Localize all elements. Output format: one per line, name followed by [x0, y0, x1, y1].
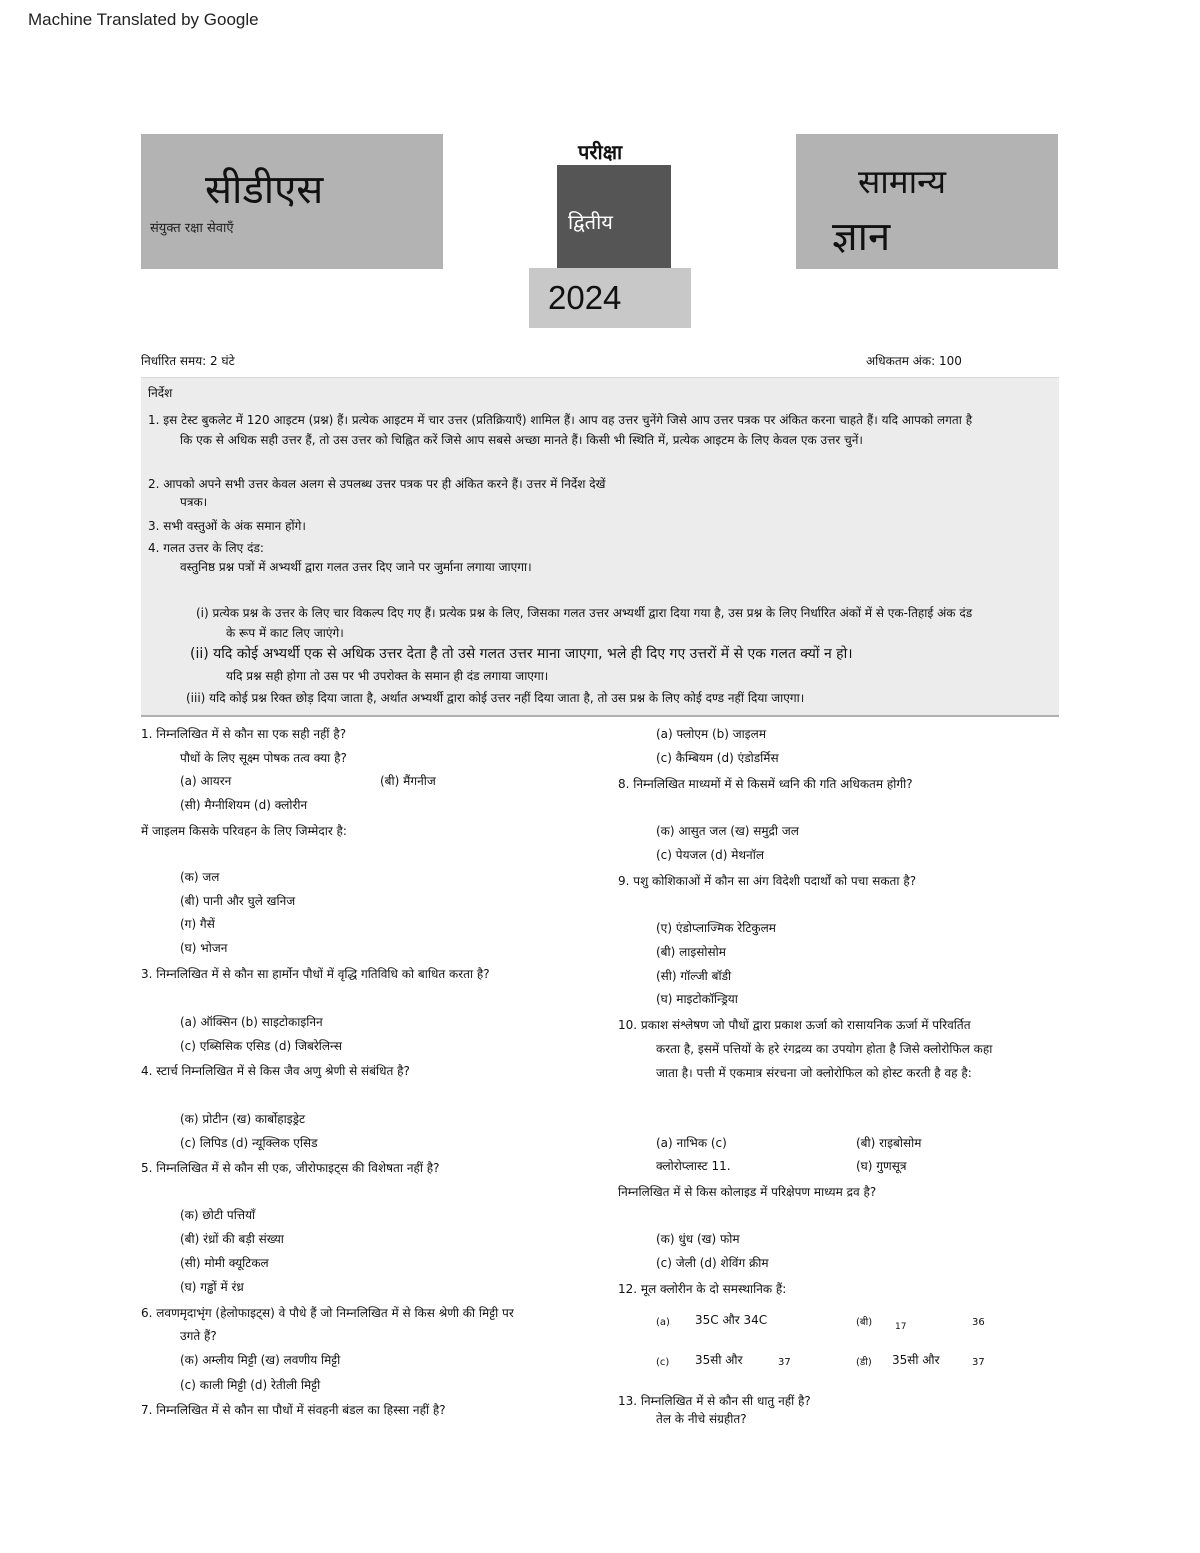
answer-option: (c) काली मिट्टी (d) रेतीली मिट्टी [180, 1378, 321, 1392]
answer-option: (बी) रंध्रों की बड़ी संख्या [180, 1232, 284, 1246]
answer-option: (बी) राइबोसोम [856, 1136, 922, 1150]
instruction-line: 3. सभी वस्तुओं के अंक समान होंगे। [148, 519, 306, 533]
answer-option: (a) आयरन [180, 774, 232, 788]
answer-option: (क) धुंध (ख) फोम [656, 1232, 740, 1246]
cds-title: सीडीएस [205, 167, 324, 213]
instruction-line: कि एक से अधिक सही उत्तर हैं, तो उस उत्तर को चिह्नित करें जिसे आप सबसे अच्छा मानते हैं। किसी भी स्थिति में, प्रत्येक आइटम के लिए केवल एक उत्तर चुनें। [180, 433, 863, 447]
question-text: 13. निम्नलिखित में से कौन सी धातु नहीं है? [618, 1394, 811, 1408]
question-text: 10. प्रकाश संश्लेषण जो पौधों द्वारा प्रकाश ऊर्जा को रासायनिक ऊर्जा में परिवर्तित [618, 1018, 971, 1032]
instruction-line: (ii) यदि कोई अभ्यर्थी एक से अधिक उत्तर देता है तो उसे गलत उत्तर माना जाएगा, भले ही दिए गए उत्तरों में से एक गलत क्यों न हो। [190, 646, 853, 662]
answer-option: (बी) मैंगनीज [380, 774, 436, 788]
answer-option: (c) जेली (d) शेविंग क्रीम [656, 1256, 769, 1270]
answer-option: (क) प्रोटीन (ख) कार्बोहाइड्रेट [180, 1112, 306, 1126]
question-text: 5. निम्नलिखित में से कौन सी एक, जीरोफाइट्स की विशेषता नहीं है? [141, 1161, 440, 1175]
exam-year: 2024 [548, 279, 622, 316]
answer-option: (सी) मोमी क्यूटिकल [180, 1256, 269, 1270]
answer-option: (क) जल [180, 870, 220, 884]
question-text: उगते हैं? [180, 1329, 217, 1343]
answer-option: (क) अम्लीय मिट्टी (ख) लवणीय मिट्टी [180, 1353, 341, 1367]
instruction-line: यदि प्रश्न सही होगा तो उस पर भी उपरोक्त के समान ही दंड लगाया जाएगा। [226, 669, 549, 683]
answer-option: 37 [972, 1357, 985, 1368]
instruction-line: वस्तुनिष्ठ प्रश्न पत्रों में अभ्यर्थी द्वारा गलत उत्तर दिए जाने पर जुर्माना लगाया जाएगा। [180, 560, 532, 574]
question-text: 7. निम्नलिखित में से कौन सा पौधों में संवहनी बंडल का हिस्सा नहीं है? [141, 1403, 446, 1417]
instruction-line: (i) प्रत्येक प्रश्न के उत्तर के लिए चार विकल्प दिए गए हैं। प्रत्येक प्रश्न के लिए, जिसका गलत उत्तर अभ्यर्थी द्वारा दिया गया है, उस प्रश्न के लिए निर्धारित अंकों में से एक-तिहाई अंक दंड [196, 606, 973, 620]
instruction-line: 2. आपको अपने सभी उत्तर केवल अलग से उपलब्ध उत्तर पत्रक पर ही अंकित करने हैं। उत्तर में निर्देश देखें [148, 477, 606, 491]
answer-option: 35C और 34C [695, 1313, 768, 1327]
answer-option: (ए) एंडोप्लाज्मिक रेटिकुलम [656, 921, 776, 935]
answer-option: (घ) गुणसूत्र [856, 1159, 907, 1173]
instructions-heading: निर्देश [148, 386, 173, 400]
question-text: करता है, इसमें पत्तियों के हरे रंगद्रव्य का उपयोग होता है जिसे क्लोरोफिल कहा [656, 1042, 993, 1056]
answer-option: (c) एब्सिसिक एसिड (d) जिबरेलिन्स [180, 1039, 342, 1053]
answer-option: (डी) [856, 1357, 872, 1368]
question-text: 6. लवणमृदाभृंग (हेलोफाइट्स) वे पौधे हैं जो निम्नलिखित में से किस श्रेणी की मिट्टी पर [141, 1306, 514, 1320]
answer-option: (क) छोटी पत्तियाँ [180, 1208, 256, 1222]
answer-option: (क) आसुत जल (ख) समुद्री जल [656, 824, 799, 838]
answer-option: (बी) लाइसोसोम [656, 945, 726, 959]
question-text: निम्नलिखित में से किस कोलाइड में परिक्षेपण माध्यम द्रव है? [618, 1185, 877, 1199]
subject-title-line-1: सामान्य [858, 162, 947, 201]
question-text: तेल के नीचे संग्रहीत? [656, 1412, 747, 1426]
instruction-line: (iii) यदि कोई प्रश्न रिक्त छोड़ दिया जाता है, अर्थात अभ्यर्थी द्वारा कोई उत्तर नहीं दिया जाता है, तो उस प्रश्न के लिए कोई दण्ड नहीं दिया जाएगा। [186, 691, 805, 705]
answer-option: क्लोरोप्लास्ट 11. [656, 1159, 731, 1173]
answer-option: 36 [972, 1317, 985, 1328]
question-text: 4. स्टार्च निम्नलिखित में से किस जैव अणु श्रेणी से संबंधित है? [141, 1064, 410, 1078]
question-text: पौधों के लिए सूक्ष्म पोषक तत्व क्या है? [180, 751, 347, 765]
answer-option: (सी) मैग्नीशियम (d) क्लोरीन [180, 798, 308, 812]
question-text: 3. निम्नलिखित में से कौन सा हार्मोन पौधों में वृद्धि गतिविधि को बाधित करता है? [141, 967, 490, 981]
instruction-line: के रूप में काट लिए जाएंगे। [226, 626, 344, 640]
instruction-line: 4. गलत उत्तर के लिए दंड: [148, 541, 264, 555]
question-text: में जाइलम किसके परिवहन के लिए जिम्मेदार है: [141, 824, 347, 838]
answer-option: (ग) गैसें [180, 917, 215, 931]
answer-option: (घ) माइटोकॉन्ड्रिया [656, 992, 738, 1006]
exam-number: द्वितीय [568, 210, 613, 234]
answer-option: 37 [778, 1357, 791, 1368]
answer-option: (घ) भोजन [180, 941, 228, 955]
maximum-marks: अधिकतम अंक: 100 [866, 354, 962, 368]
instructions-panel [141, 377, 1059, 717]
answer-option: (a) ऑक्सिन (b) साइटोकाइनिन [180, 1015, 323, 1029]
question-text: 9. पशु कोशिकाओं में कौन सा अंग विदेशी पदार्थों को पचा सकता है? [618, 874, 917, 888]
time-allowed: निर्धारित समय: 2 घंटे [141, 354, 235, 368]
question-text: 12. मूल क्लोरीन के दो समस्थानिक हैं: [618, 1282, 787, 1296]
answer-option: (a) नाभिक (c) [656, 1136, 727, 1150]
answer-option: (c) लिपिड (d) न्यूक्लिक एसिड [180, 1136, 318, 1150]
answer-option: (घ) गड्ढों में रंध्र [180, 1280, 244, 1294]
answer-option: (c) कैम्बियम (d) एंडोडर्मिस [656, 751, 779, 765]
answer-option: (c) पेयजल (d) मेथनॉल [656, 848, 764, 862]
exam-label: परीक्षा [578, 140, 623, 164]
instruction-line: 1. इस टेस्ट बुकलेट में 120 आइटम (प्रश्न) हैं। प्रत्येक आइटम में चार उत्तर (प्रतिक्रियाएँ) शामिल हैं। आप वह उत्तर चुनेंगे जिसे आप उत्तर पत्रक पर अंकित करना चाहते हैं। यदि आपको लगता है [148, 413, 973, 427]
answer-option: (a) फ्लोएम (b) जाइलम [656, 727, 766, 741]
question-text: 1. निम्नलिखित में से कौन सा एक सही नहीं है? [141, 727, 347, 741]
question-text: जाता है। पत्ती में एकमात्र संरचना जो क्लोरोफिल को होस्ट करती है वह है: [656, 1066, 972, 1080]
machine-translation-banner: Machine Translated by Google [28, 10, 259, 29]
answer-option: (बी) पानी और घुले खनिज [180, 894, 296, 908]
question-text: 8. निम्नलिखित माध्यमों में से किसमें ध्वनि की गति अधिकतम होगी? [618, 777, 913, 791]
subject-title-line-2: ज्ञान [832, 214, 891, 260]
answer-option: 17 [895, 1322, 907, 1332]
cds-subtitle: संयुक्त रक्षा सेवाएँ [150, 221, 234, 236]
answer-option: 35सी और [695, 1353, 743, 1367]
instruction-line: पत्रक। [180, 495, 208, 509]
answer-option: (a) [656, 1317, 670, 1328]
answer-option: (सी) गॉल्जी बॉडी [656, 969, 732, 983]
answer-option: (बी) [856, 1317, 873, 1328]
answer-option: (c) [656, 1357, 670, 1368]
answer-option: 35सी और [892, 1353, 940, 1367]
